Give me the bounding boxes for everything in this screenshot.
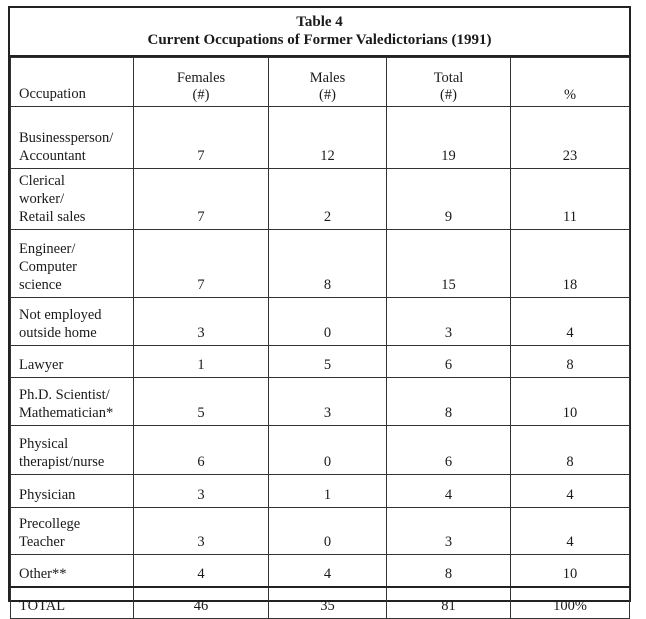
total-row bbox=[11, 587, 630, 619]
row-total: 8 bbox=[387, 378, 511, 426]
row-total: 3 bbox=[387, 508, 511, 555]
table-number: Table 4 bbox=[296, 14, 343, 30]
occupation-line: therapist/nurse bbox=[19, 454, 105, 470]
occupation-line: Computer bbox=[19, 259, 77, 275]
row-females: 3 bbox=[134, 508, 269, 555]
row-total: 4 bbox=[387, 475, 511, 508]
header-total-label: Total bbox=[433, 70, 464, 86]
total-percent: 100% bbox=[511, 587, 630, 619]
table-title: Current Occupations of Former Valedictorians (1991) bbox=[147, 32, 492, 48]
row-occupation bbox=[11, 107, 134, 169]
row-males: 8 bbox=[269, 230, 387, 298]
row-females: 4 bbox=[134, 555, 269, 587]
table-row bbox=[11, 426, 630, 475]
row-females: 3 bbox=[134, 475, 269, 508]
row-total: 6 bbox=[387, 426, 511, 475]
header-percent: % bbox=[511, 58, 630, 107]
row-males: 0 bbox=[269, 298, 387, 346]
table-body bbox=[11, 107, 630, 587]
row-females: 7 bbox=[134, 169, 269, 230]
table-row bbox=[11, 346, 630, 378]
occupation-line: Not employed bbox=[19, 307, 102, 323]
row-percent: 8 bbox=[511, 426, 630, 475]
occupation-line: worker/ bbox=[19, 191, 65, 207]
occupation-line: Accountant bbox=[19, 148, 86, 164]
table-row bbox=[11, 298, 630, 346]
row-males: 12 bbox=[269, 107, 387, 169]
row-males: 5 bbox=[269, 346, 387, 378]
occupations-table bbox=[10, 57, 630, 619]
row-males: 0 bbox=[269, 426, 387, 475]
header-total-unit: (#) bbox=[440, 87, 457, 103]
row-occupation bbox=[11, 378, 134, 426]
row-females: 3 bbox=[134, 298, 269, 346]
occupation-line: science bbox=[19, 277, 62, 293]
header-row bbox=[11, 58, 630, 107]
occupation-line: Ph.D. Scientist/ bbox=[19, 387, 110, 403]
table-row bbox=[11, 230, 630, 298]
occupation-line: Other** bbox=[19, 565, 67, 582]
row-females: 1 bbox=[134, 346, 269, 378]
occupation-line: Retail sales bbox=[19, 209, 86, 225]
row-males: 2 bbox=[269, 169, 387, 230]
occupation-line: Teacher bbox=[19, 534, 65, 550]
total-females: 46 bbox=[134, 587, 269, 619]
row-percent: 8 bbox=[511, 346, 630, 378]
row-males: 0 bbox=[269, 508, 387, 555]
table-row bbox=[11, 555, 630, 587]
total-total: 81 bbox=[387, 587, 511, 619]
table-row bbox=[11, 378, 630, 426]
row-percent: 11 bbox=[511, 169, 630, 230]
occupation-line: Precollege bbox=[19, 516, 81, 532]
header-females-unit: (#) bbox=[192, 87, 210, 103]
header-total bbox=[387, 58, 511, 107]
header-males bbox=[269, 58, 387, 107]
occupation-line: outside home bbox=[19, 325, 97, 341]
row-occupation bbox=[11, 298, 134, 346]
row-occupation bbox=[11, 230, 134, 298]
header-females bbox=[134, 58, 269, 107]
row-occupation bbox=[11, 346, 134, 378]
row-percent: 10 bbox=[511, 555, 630, 587]
occupation-line: Physician bbox=[19, 487, 76, 503]
occupation-line: Physical bbox=[19, 436, 69, 452]
table-row bbox=[11, 508, 630, 555]
row-total: 6 bbox=[387, 346, 511, 378]
row-percent: 18 bbox=[511, 230, 630, 298]
row-total: 15 bbox=[387, 230, 511, 298]
header-occupation: Occupation bbox=[11, 58, 134, 107]
occupation-line: Clerical bbox=[19, 173, 65, 189]
table-frame bbox=[8, 6, 631, 614]
row-percent: 4 bbox=[511, 298, 630, 346]
row-females: 7 bbox=[134, 230, 269, 298]
row-percent: 4 bbox=[511, 475, 630, 508]
row-females: 7 bbox=[134, 107, 269, 169]
row-total: 3 bbox=[387, 298, 511, 346]
row-occupation bbox=[11, 475, 134, 508]
row-occupation bbox=[11, 169, 134, 230]
occupation-line: Lawyer bbox=[19, 357, 64, 373]
row-percent: 10 bbox=[511, 378, 630, 426]
row-total: 9 bbox=[387, 169, 511, 230]
row-occupation bbox=[11, 426, 134, 475]
row-males: 3 bbox=[269, 378, 387, 426]
occupation-line: Businessperson/ bbox=[19, 130, 114, 146]
table-caption bbox=[10, 8, 629, 57]
occupation-line: Mathematician* bbox=[19, 405, 114, 421]
table-row bbox=[11, 169, 630, 230]
header-males-unit: (#) bbox=[319, 87, 336, 103]
header-females-label: Females bbox=[176, 70, 226, 86]
row-males: 4 bbox=[269, 555, 387, 587]
occupation-line: Engineer/ bbox=[19, 241, 76, 257]
row-percent: 23 bbox=[511, 107, 630, 169]
table-row bbox=[11, 107, 630, 169]
total-label: TOTAL bbox=[11, 587, 134, 619]
header-males-label: Males bbox=[309, 70, 346, 86]
row-males: 1 bbox=[269, 475, 387, 508]
row-percent: 4 bbox=[511, 508, 630, 555]
row-occupation bbox=[11, 508, 134, 555]
table-row bbox=[11, 475, 630, 508]
total-males: 35 bbox=[269, 587, 387, 619]
row-total: 8 bbox=[387, 555, 511, 587]
row-total: 19 bbox=[387, 107, 511, 169]
row-occupation bbox=[11, 555, 134, 587]
row-females: 6 bbox=[134, 426, 269, 475]
row-females: 5 bbox=[134, 378, 269, 426]
